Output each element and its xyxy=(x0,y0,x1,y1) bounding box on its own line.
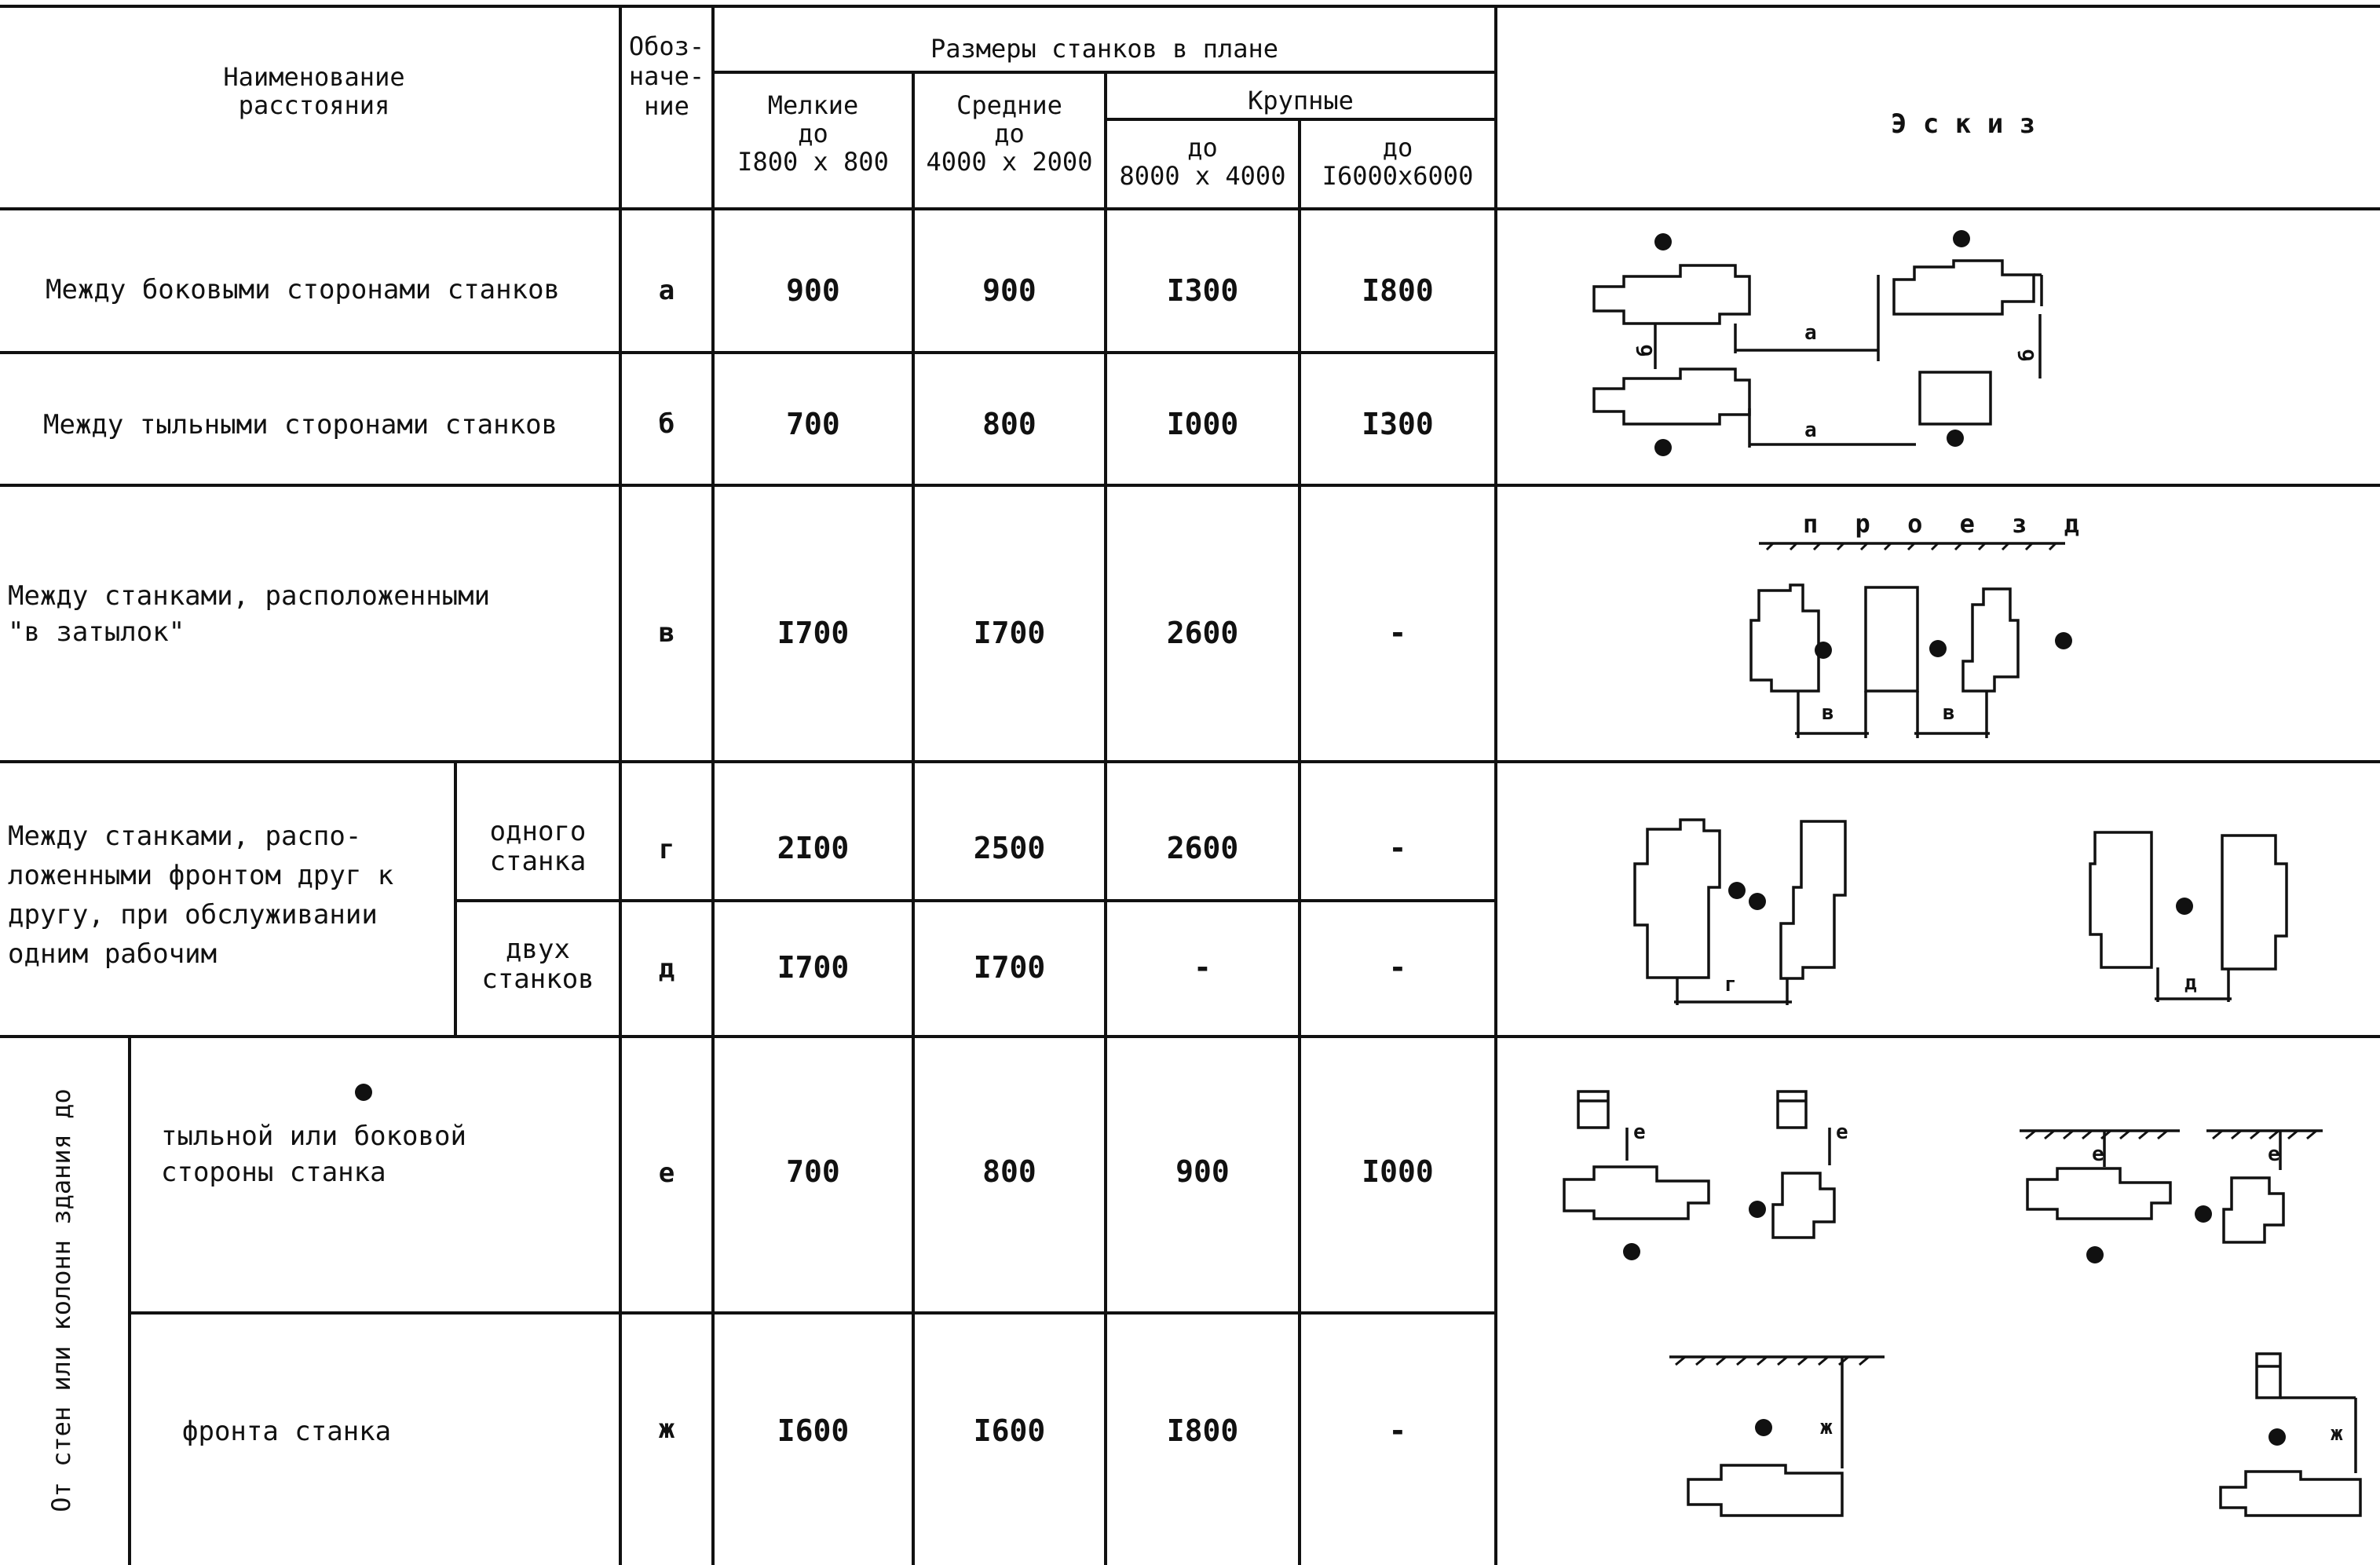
row-5-value-small: I700 xyxy=(777,950,850,985)
operator-dot xyxy=(1654,233,1672,250)
operator-dot xyxy=(1947,430,1964,447)
row-1-value-large-b: I800 xyxy=(1362,273,1434,308)
machine-outline-5 xyxy=(1751,585,1819,691)
sketch-wall-front xyxy=(1669,1354,2360,1516)
machine-outline-17 xyxy=(2221,1472,2360,1516)
sketch-label-passage: п р о е з д xyxy=(1803,509,2090,539)
sketch-label-b: б xyxy=(1634,344,1658,357)
operator-dot xyxy=(1623,1243,1640,1260)
column-symbol xyxy=(2257,1354,2280,1398)
sketch-label-e: е xyxy=(1836,1121,1848,1144)
row-2-value-large-b: I300 xyxy=(1362,407,1434,441)
row-3-value-large-a: 2600 xyxy=(1166,616,1239,650)
row-2-value-large-a: I000 xyxy=(1166,407,1239,441)
sketch-label-a: а xyxy=(1804,419,1817,442)
row-5-sub: двух станков xyxy=(481,934,594,995)
machine-outline-4 xyxy=(1920,372,1991,424)
operator-dot xyxy=(1654,439,1672,456)
row-4-value-large-a: 2600 xyxy=(1166,831,1239,865)
machine-outline-15 xyxy=(2224,1178,2283,1242)
column-symbol xyxy=(1778,1091,1806,1128)
machine-outline-7 xyxy=(1963,589,2018,691)
row-6-value-large-b: I000 xyxy=(1362,1154,1434,1189)
operator-dot xyxy=(1953,230,1970,247)
sketch-tandem xyxy=(1751,509,2090,738)
row-2-value-medium: 800 xyxy=(982,407,1036,441)
operator-dot xyxy=(2268,1428,2286,1446)
row-5-value-large-b: - xyxy=(1388,950,1407,985)
header-medium: Средние до 4000 x 2000 xyxy=(926,90,1093,177)
machine-outline-11 xyxy=(2222,836,2287,969)
sketch-label-b: б xyxy=(2016,349,2039,361)
machine-outline-10 xyxy=(2090,832,2152,967)
row-3-value-large-b: - xyxy=(1388,616,1407,650)
header-large-b: до I6000x6000 xyxy=(1322,133,1474,191)
sketch-label-e: е xyxy=(2092,1143,2104,1166)
machine-outline-1 xyxy=(1594,265,1749,324)
row-4-value-small: 2I00 xyxy=(777,831,850,865)
operator-dot xyxy=(1728,882,1746,899)
machine-outline-13 xyxy=(1773,1173,1834,1238)
header-name: Наименование расстояния xyxy=(223,62,405,120)
sketch-label-e: е xyxy=(1633,1121,1646,1144)
header-large-a: до 8000 x 4000 xyxy=(1119,133,1286,191)
operator-dot xyxy=(1755,1419,1772,1436)
row-1-value-small: 900 xyxy=(786,273,840,308)
row-2-value-small: 700 xyxy=(786,407,840,441)
sketch-label-zh: ж xyxy=(2331,1422,2343,1446)
row-6-value-large-a: 900 xyxy=(1175,1154,1230,1189)
row-6-value-small: 700 xyxy=(786,1154,840,1189)
row-1-value-large-a: I300 xyxy=(1166,273,1239,308)
operator-dot xyxy=(1749,1201,1766,1218)
operator-dot xyxy=(1815,642,1832,659)
operator-dot xyxy=(1749,893,1766,910)
row-4-value-large-b: - xyxy=(1388,831,1407,865)
header-large-title: Крупные xyxy=(1248,86,1354,115)
row-3-name: Между станками, расположенными "в затылок" xyxy=(8,580,491,648)
header-sketch: Э с к и з xyxy=(1890,108,2036,140)
row-5-value-large-a: - xyxy=(1194,950,1212,985)
sketch-label-e: е xyxy=(2268,1143,2280,1166)
machine-outline-12 xyxy=(1564,1167,1709,1219)
row-4-symbol: г xyxy=(658,834,675,865)
operator-dot xyxy=(2176,898,2193,915)
row-3-symbol: в xyxy=(658,617,675,649)
row-5-value-medium: I700 xyxy=(973,950,1046,985)
row-3-value-medium: I700 xyxy=(973,616,1046,650)
row-4-value-medium: 2500 xyxy=(973,831,1046,865)
sketch-label-d: д xyxy=(2184,971,2197,995)
row-group-label: От стен или колонн здания до xyxy=(46,1088,76,1512)
sketch-label-v: в xyxy=(1943,701,1955,725)
row-1-name: Между боковыми сторонами станков xyxy=(46,274,561,305)
sketch-label-g: г xyxy=(1724,973,1737,996)
row-6-symbol: е xyxy=(658,1157,675,1189)
sketch-side-back xyxy=(1594,230,2042,456)
operator-dot xyxy=(2086,1246,2104,1263)
sketch-label-a: а xyxy=(1804,321,1817,345)
sketch-wall-back-side xyxy=(1564,1091,2323,1263)
header-sizes-title: Размеры станков в плане xyxy=(930,34,1279,64)
row-4-sub: одного станка xyxy=(489,816,587,877)
row-7-value-small: I600 xyxy=(777,1413,850,1448)
row-6-value-medium: 800 xyxy=(982,1154,1036,1189)
operator-dot xyxy=(2195,1205,2212,1223)
row-4-name: Между станками, распо- ложенными фронтом друг к другу, при обслуживании одним рабочим xyxy=(8,821,394,970)
machine-outline-16 xyxy=(1688,1465,1842,1516)
machine-outline-6 xyxy=(1866,587,1918,691)
row-6-name: тыльной или боковой стороны станка xyxy=(161,1121,466,1188)
row-1-value-medium: 900 xyxy=(982,273,1036,308)
row-2-name: Между тыльными сторонами станков xyxy=(43,409,558,441)
operator-dot xyxy=(1929,640,1947,657)
row-7-value-medium: I600 xyxy=(973,1413,1046,1448)
machine-outline-8 xyxy=(1635,820,1720,978)
sketch-label-v: в xyxy=(1822,701,1834,725)
column-symbol xyxy=(1578,1091,1608,1128)
row-7-name: фронта станка xyxy=(182,1416,392,1447)
row-2-symbol: б xyxy=(658,408,675,440)
sketch-front-to-front xyxy=(1635,820,2287,1005)
operator-dot xyxy=(2055,632,2072,649)
row-3-value-small: I700 xyxy=(777,616,850,650)
machine-outline-14 xyxy=(2027,1168,2170,1219)
header-designation: Обоз- наче- ние xyxy=(628,31,705,121)
row-5-symbol: д xyxy=(658,953,675,985)
row-1-symbol: а xyxy=(658,275,675,306)
sketch-label-zh: ж xyxy=(1820,1416,1833,1439)
row-7-symbol: ж xyxy=(658,1413,675,1445)
row-7-value-large-b: - xyxy=(1388,1413,1407,1448)
header-small: Мелкие до I800 x 800 xyxy=(737,90,889,177)
machine-outline-2 xyxy=(1894,261,2034,314)
machine-outline-3 xyxy=(1594,369,1749,424)
machine-outline-9 xyxy=(1781,821,1845,978)
row-7-value-large-a: I800 xyxy=(1166,1413,1239,1448)
